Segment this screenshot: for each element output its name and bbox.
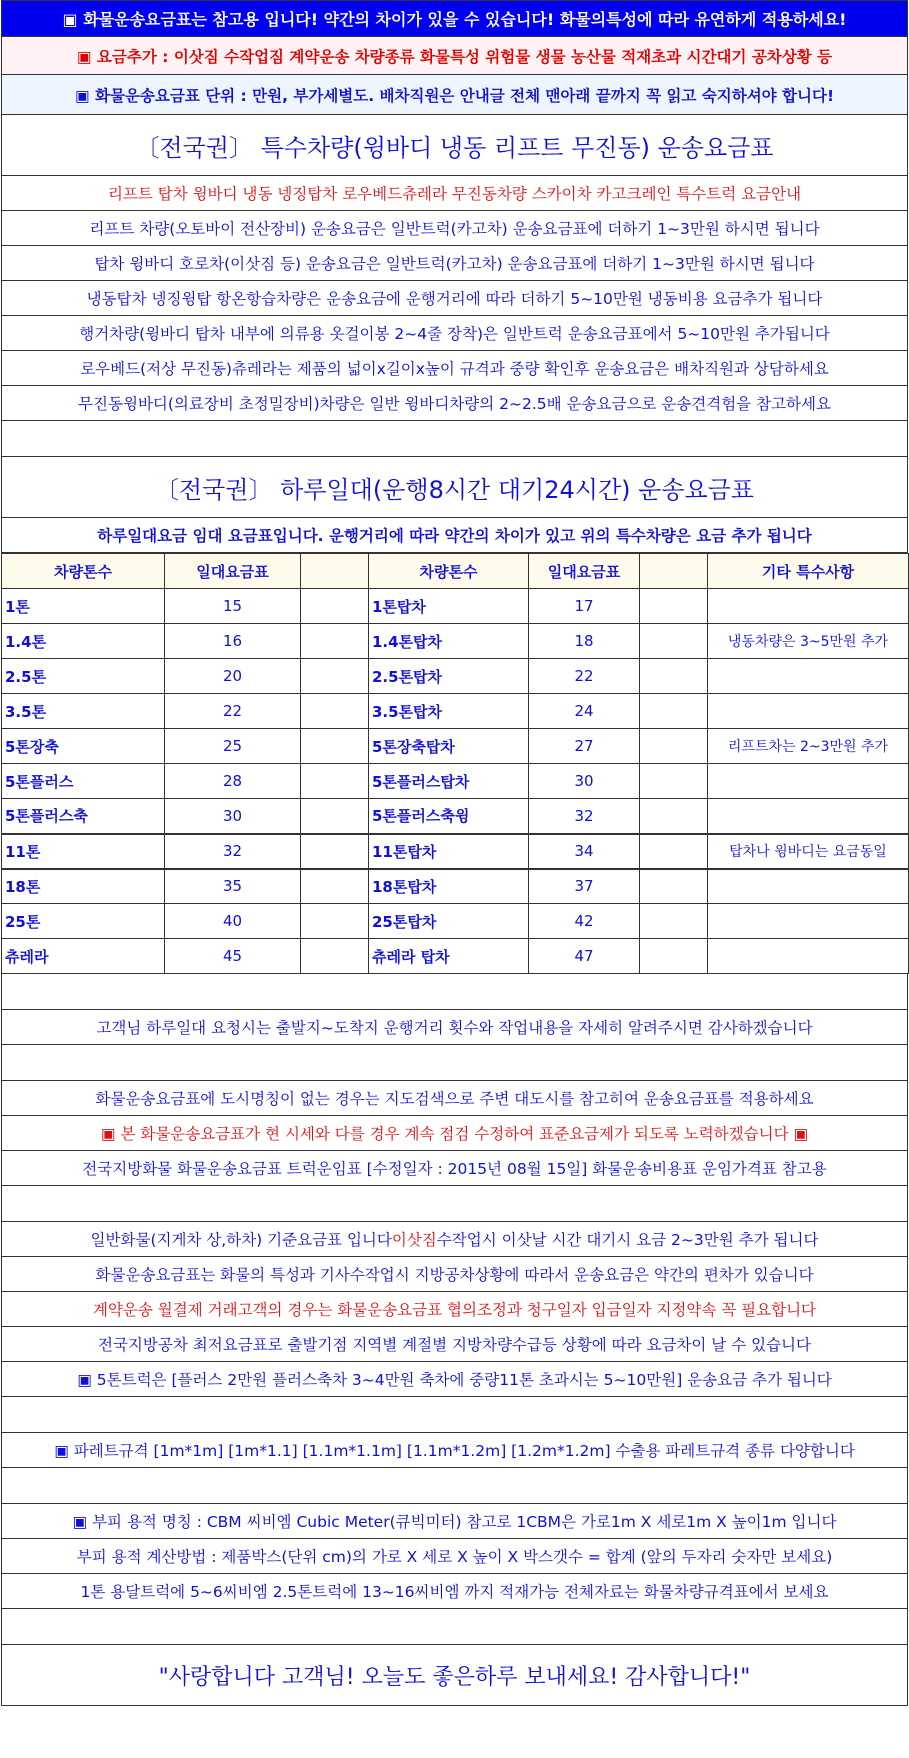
rate-cell: 16 [165, 624, 301, 659]
table-row [2, 729, 909, 764]
blank-cell [301, 694, 369, 729]
rate-cell: 20 [165, 659, 301, 694]
special-line-3: 탑차 윙바디 호로차(이삿짐 등) 운송요금은 일반트럭(카고차) 운송요금표에 더하기 1~3만원 하시면 됩니다 [1, 246, 908, 281]
rate-cell: 35 [165, 869, 301, 904]
rate-top-cell: 27 [529, 729, 640, 764]
blank-cell [640, 694, 708, 729]
rate-top-cell: 30 [529, 764, 640, 799]
rate-top-cell: 32 [529, 799, 640, 834]
notice-price-update: ▣ 본 화물운송요금표가 현 시세와 다를 경우 계속 점검 수정하여 표준요금제가 되도록 노력하겠습니다 ▣ [1, 1116, 908, 1151]
blank-cell [640, 939, 708, 974]
table-row [2, 869, 909, 904]
header-blank [301, 554, 369, 589]
table-row [2, 694, 909, 729]
blank-cell [301, 834, 369, 869]
blank-cell [301, 869, 369, 904]
note-cell [708, 799, 909, 834]
table-row [2, 939, 909, 974]
blank-cell [301, 624, 369, 659]
table-row [2, 904, 909, 939]
rate-cell: 25 [165, 729, 301, 764]
rate-top-cell: 42 [529, 904, 640, 939]
spacer-row [1, 974, 908, 1010]
vehicle-cell: 5톤장축 [2, 729, 165, 764]
notice-general-cargo-moving: 이삿짐 [391, 1231, 437, 1249]
special-vehicle-title: 〔전국권〕 특수차량(윙바디 냉동 리프트 무진동) 운송요금표 [1, 115, 908, 176]
spacer-row [1, 1045, 908, 1081]
daily-rate-subtitle: 하루일대요금 임대 요금표입니다. 운행거리에 따라 약간의 차이가 있고 위의 특수차량은 요금 추가 됩니다 [1, 518, 908, 553]
notice-5ton: ▣ 5톤트럭은 [플러스 2만원 플러스축차 3~4만원 축차에 중량11톤 초과시는 5~10만원] 운송요금 추가 됩니다 [1, 1362, 908, 1397]
table-row [2, 764, 909, 799]
blank-cell [301, 764, 369, 799]
spacer-row [1, 1397, 908, 1433]
rate-top-cell: 17 [529, 589, 640, 624]
vehicle-top-cell: 1.4톤탑차 [369, 624, 529, 659]
vehicle-cell: 5톤플러스축 [2, 799, 165, 834]
special-line-4: 냉동탑차 넹징윙탑 항온항습차량은 운송요금에 운행거리에 따라 더하기 5~10만원 냉동비용 요금추가 됩니다 [1, 281, 908, 316]
special-line-7: 무진동윙바디(의료장비 초정밀장비)차량은 일반 윙바디차량의 2~2.5배 운송요금으로 운송견격험을 참고하세요 [1, 386, 908, 421]
vehicle-cell: 5톤플러스 [2, 764, 165, 799]
vehicle-top-cell: 18톤탑차 [369, 869, 529, 904]
notice-general-cargo-c: 수작업시 이삿날 시간 대기시 요금 2~3만원 추가 됩니다 [436, 1231, 819, 1249]
rate-top-cell: 37 [529, 869, 640, 904]
header-rate: 일대요금표 [165, 554, 301, 589]
notice-cbm: ▣ 부피 용적 명칭 : CBM 씨비엠 Cubic Meter(큐빅미터) 참고로 1CBM은 가로1m X 세로1m X 높이1m 입니다 [1, 1504, 908, 1539]
special-line-2: 리프트 차량(오토바이 전산장비) 운송요금은 일반트럭(카고차) 운송요금표에 더하기 1~3만원 하시면 됩니다 [1, 211, 908, 246]
notice-load-capacity: 1톤 용달트럭에 5~6씨비엠 2.5톤트럭에 13~16씨비엠 까지 적재가능 전체자료는 화물차량규격표에서 보세요 [1, 1574, 908, 1609]
vehicle-cell: 2.5톤 [2, 659, 165, 694]
vehicle-top-cell: 1톤탑차 [369, 589, 529, 624]
reference-banner: ▣ 화물운송요금표는 참고용 입니다! 약간의 차이가 있을 수 있습니다! 화물의특성에 따라 유연하게 적용하세요! [1, 0, 908, 37]
daily-rate-table [1, 553, 909, 974]
blank-cell [301, 589, 369, 624]
blank-cell [640, 869, 708, 904]
rate-top-cell: 24 [529, 694, 640, 729]
note-cell [708, 589, 909, 624]
rate-top-cell: 22 [529, 659, 640, 694]
spacer-row [1, 421, 908, 457]
note-cell [708, 904, 909, 939]
blank-cell [301, 799, 369, 834]
vehicle-top-cell: 3.5톤탑차 [369, 694, 529, 729]
note-cell [708, 869, 909, 904]
note-cell [708, 694, 909, 729]
notice-daily-request: 고객님 하루일대 요청시는 출발지~도착지 운행거리 횟수와 작업내용을 자세히 알려주시면 감사하겠습니다 [1, 1010, 908, 1045]
table-header-row [2, 554, 909, 589]
rate-cell: 15 [165, 589, 301, 624]
special-line-1: 리프트 탑차 윙바디 냉동 넹징탑차 로우베드츄레라 무진동차량 스카이차 카고크레인 특수트럭 요금안내 [1, 176, 908, 211]
vehicle-cell: 25톤 [2, 904, 165, 939]
header-notes: 기타 특수사항 [708, 554, 909, 589]
vehicle-top-cell: 5톤플러스축윙 [369, 799, 529, 834]
blank-cell [640, 834, 708, 869]
vehicle-top-cell: 2.5톤탑차 [369, 659, 529, 694]
blank-cell [301, 939, 369, 974]
closing-message: "사랑합니다 고객님! 오늘도 좋은하루 보내세요! 감사합니다!" [1, 1645, 908, 1706]
rate-top-cell: 34 [529, 834, 640, 869]
blank-cell [301, 659, 369, 694]
blank-cell [640, 624, 708, 659]
spacer-row [1, 1468, 908, 1504]
table-row [2, 659, 909, 694]
rate-cell: 28 [165, 764, 301, 799]
vehicle-cell: 18톤 [2, 869, 165, 904]
table-row [2, 834, 909, 869]
blank-cell [640, 904, 708, 939]
rate-cell: 40 [165, 904, 301, 939]
unit-banner: ▣ 화물운송요금표 단위 : 만원, 부가세별도. 배차직원은 안내글 전체 맨아래 끝까지 꼭 읽고 숙지하셔야 합니다! [1, 75, 908, 115]
vehicle-top-cell: 5톤장축탑차 [369, 729, 529, 764]
rate-page [1, 0, 908, 1706]
vehicle-top-cell: 25톤탑차 [369, 904, 529, 939]
note-cell [708, 764, 909, 799]
notice-contract: 계약운송 월결제 거래고객의 경우는 화물운송요금표 협의조정과 청구일자 입금일자 지정약속 꼭 필요합니다 [1, 1292, 908, 1327]
notice-deviation: 화물운송요금표는 화물의 특성과 기사수작업시 지방공차상황에 따라서 운송요금은 약간의 편차가 있습니다 [1, 1257, 908, 1292]
special-line-6: 로우베드(저상 무진동)츄레라는 제품의 넓이x길이x높이 규격과 중량 확인후 운송요금은 배차직원과 상담하세요 [1, 351, 908, 386]
rate-cell: 32 [165, 834, 301, 869]
rate-cell: 22 [165, 694, 301, 729]
daily-rate-title: 〔전국권〕 하루일대(운행8시간 대기24시간) 운송요금표 [1, 457, 908, 518]
special-line-5: 행거차량(윙바디 탑차 내부에 의류용 옷걸이봉 2~4줄 장착)은 일반트럭 운송요금표에서 5~10만원 추가됩니다 [1, 316, 908, 351]
notice-volume-calc: 부피 용적 계산방법 : 제품박스(단위 cm)의 가로 X 세로 X 높이 X 박스갯수 = 합계 (앞의 두자리 숫자만 보세요) [1, 1539, 908, 1574]
blank-cell [301, 729, 369, 764]
blank-cell [640, 729, 708, 764]
notice-pallet: ▣ 파레트규격 [1m*1m] [1m*1.1] [1.1m*1.1m] [1.1m*1.2m] [1.2m*1.2m] 수출용 파레트규격 종류 다양합니다 [1, 1433, 908, 1468]
blank-cell [640, 799, 708, 834]
vehicle-top-cell: 츄레라 탑차 [369, 939, 529, 974]
rate-cell: 30 [165, 799, 301, 834]
vehicle-cell: 츄레라 [2, 939, 165, 974]
notice-minimum-fare: 전국지방공차 최저요금표로 출발기점 지역별 계절별 지방차량수급등 상황에 따라 요금차이 날 수 있습니다 [1, 1327, 908, 1362]
vehicle-cell: 3.5톤 [2, 694, 165, 729]
notice-revision-date: 전국지방화물 화물운송요금표 트럭운임표 [수정일자 : 2015년 08월 15일] 화물운송비용표 운임가격표 참고용 [1, 1151, 908, 1186]
blank-cell [301, 904, 369, 939]
header-vehicle: 차량톤수 [2, 554, 165, 589]
table-row [2, 589, 909, 624]
rate-cell: 45 [165, 939, 301, 974]
surcharge-banner: ▣ 요금추가 : 이삿짐 수작업짐 계약운송 차량종류 화물특성 위험물 생물 농산물 적재초과 시간대기 공차상황 등 [1, 37, 908, 75]
spacer-row [1, 1186, 908, 1222]
rate-top-cell: 18 [529, 624, 640, 659]
vehicle-top-cell: 11톤탑차 [369, 834, 529, 869]
header-rate-2: 일대요금표 [529, 554, 640, 589]
spacer-row [1, 1609, 908, 1645]
vehicle-cell: 11톤 [2, 834, 165, 869]
blank-cell [640, 764, 708, 799]
note-cell [708, 659, 909, 694]
note-cell: 냉동차량은 3~5만원 추가 [708, 624, 909, 659]
vehicle-cell: 1.4톤 [2, 624, 165, 659]
vehicle-cell: 1톤 [2, 589, 165, 624]
table-row [2, 624, 909, 659]
header-blank-2 [640, 554, 708, 589]
notice-city-missing: 화물운송요금표에 도시명칭이 없는 경우는 지도검색으로 주변 대도시를 참고히여 운송요금표를 적용하세요 [1, 1081, 908, 1116]
table-row [2, 799, 909, 834]
rate-table-body [2, 589, 909, 974]
notice-general-cargo-a: 일반화물(지게차 상,하차) 기준요금표 입니다 [90, 1231, 392, 1249]
vehicle-top-cell: 5톤플러스탑차 [369, 764, 529, 799]
rate-top-cell: 47 [529, 939, 640, 974]
notice-general-cargo [1, 1222, 908, 1257]
blank-cell [640, 589, 708, 624]
note-cell [708, 939, 909, 974]
blank-cell [640, 659, 708, 694]
note-cell: 리프트차는 2~3만원 추가 [708, 729, 909, 764]
note-cell: 탑차나 윙바디는 요금동일 [708, 834, 909, 869]
header-vehicle-2: 차량톤수 [369, 554, 529, 589]
